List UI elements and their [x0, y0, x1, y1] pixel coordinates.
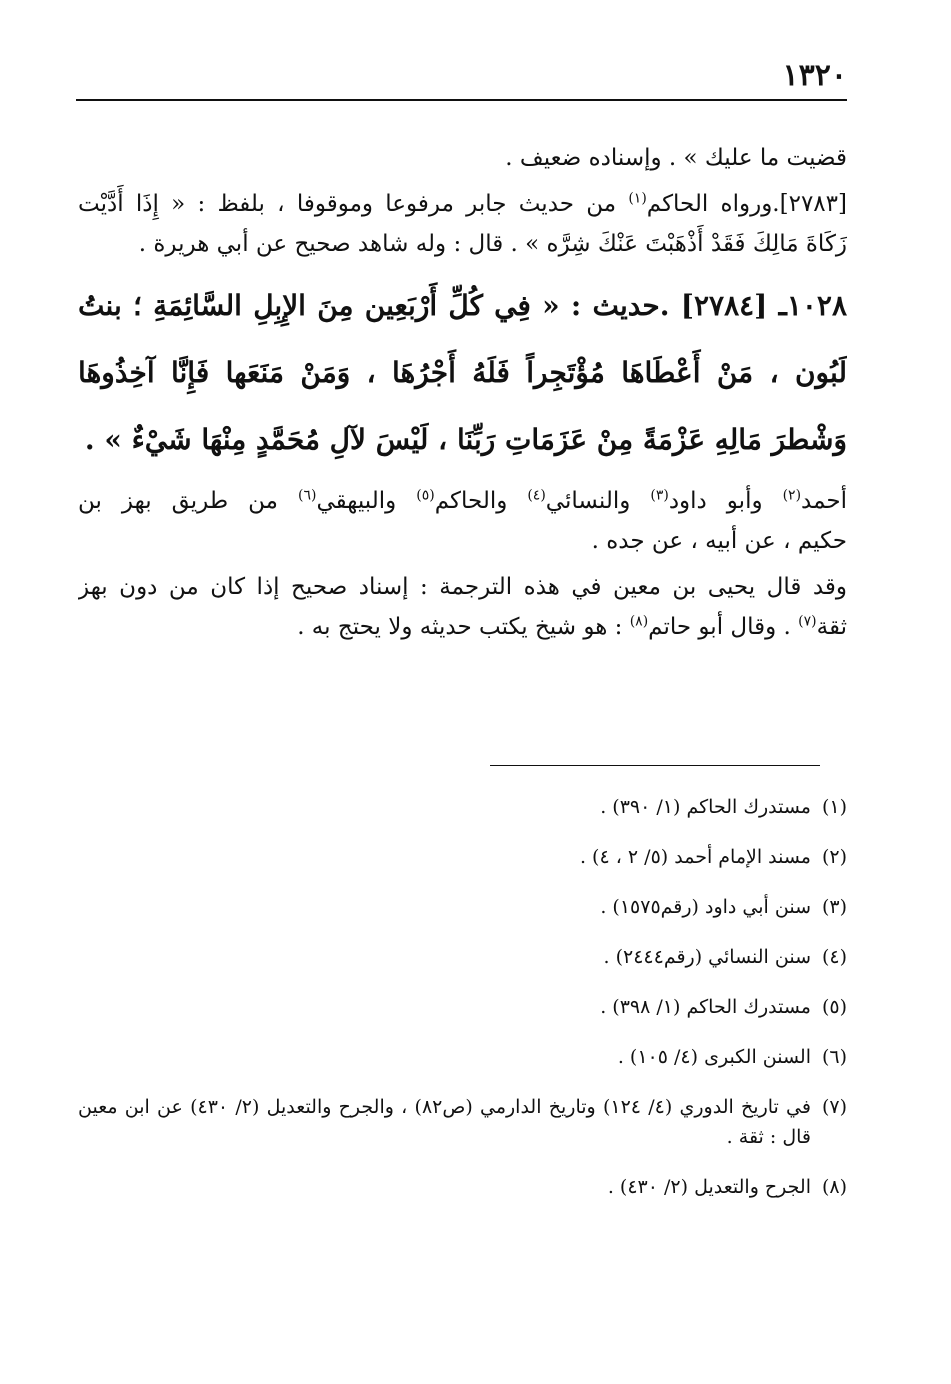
- hadith-line: وَشْطرَ مَالِهِ عَزْمَةً مِنْ عَزَمَاتِ رَبِّنَا ، لَيْسَ لآلِ مُحَمَّدٍ مِنْهَا شَيْءٌ » .: [84, 423, 847, 456]
- footnote-item: [78, 1092, 847, 1152]
- text-segment: والبيهقي: [316, 488, 417, 514]
- footnote-text: في تاريخ الدوري (٤/ ١٢٤) وتاريخ الدارمي (ص٨٢) ، والجرح والتعديل (٢/ ٤٣٠) عن ابن معين قال : ثقة .: [78, 1096, 811, 1148]
- hadith-text: [78, 272, 847, 473]
- footnote-ref[interactable]: (١): [628, 190, 647, 207]
- text-line: وقد قال يحيى بن معين في هذه الترجمة : إسناد صحيح إذا كان من دون بهز: [78, 574, 847, 600]
- footnote-ref[interactable]: (٤): [527, 487, 546, 504]
- footnote-number: (٤): [821, 946, 847, 968]
- text-line: [78, 607, 847, 647]
- text-segment: من حديث جابر مرفوعا وموقوفا ، بلفظ : « إِذَا أَدَّيْت: [78, 191, 629, 217]
- text-segment: وأبو داود: [668, 488, 783, 514]
- text-segment: . وقال أبو حاتم: [648, 614, 799, 640]
- footnote-number: (٧): [821, 1096, 847, 1118]
- text-segment: : هو شيخ يكتب حديثه ولا يحتج به .: [297, 614, 630, 640]
- footnote-ref[interactable]: (٨): [629, 613, 649, 630]
- footnote-number: (٥): [821, 996, 847, 1018]
- text-segment: ثقة: [816, 614, 847, 640]
- footnote-item: [78, 792, 847, 822]
- footnote-text: مستدرك الحاكم (١/ ٣٩٠) .: [600, 796, 811, 818]
- text-line: قضيت ما عليك » . وإسناده ضعيف .: [505, 145, 847, 171]
- text-line: [78, 481, 847, 521]
- footnote-item: [78, 892, 847, 922]
- text-line: [78, 184, 847, 224]
- footnote-text: سنن أبي داود (رقم١٥٧٥) .: [600, 896, 811, 918]
- footnotes: [78, 792, 847, 1222]
- text-segment: والحاكم: [434, 488, 528, 514]
- text-line: زَكَاةَ مَالِكَ فَقَدْ أَذْهَبْتَ عَنْكَ شِرَّه » . قال : وله شاهد صحيح عن أبي هريرة .: [138, 231, 847, 257]
- text-segment: من طريق بهز بن: [78, 488, 298, 514]
- paragraph-3: [78, 481, 847, 561]
- footnote-ref[interactable]: (٦): [297, 487, 317, 504]
- footnote-ref[interactable]: (٣): [650, 487, 669, 504]
- footnote-text: سنن النسائي (رقم٢٤٤٤) .: [603, 946, 811, 968]
- page-number: ١٣٢٠: [782, 58, 847, 93]
- footnote-item: [78, 1042, 847, 1072]
- footnote-item: [78, 842, 847, 872]
- footnote-text: الجرح والتعديل (٢/ ٤٣٠) .: [607, 1176, 811, 1198]
- footnote-item: [78, 992, 847, 1022]
- footnote-text: مسند الإمام أحمد (٥/ ٢ ، ٤) .: [579, 846, 811, 868]
- header-rule: [76, 99, 847, 101]
- text-line: حكيم ، عن أبيه ، عن جده .: [591, 528, 847, 554]
- main-text: [78, 138, 847, 653]
- text-segment: أحمد: [801, 488, 847, 514]
- footnote-number: (١): [821, 796, 847, 818]
- footnote-number: (٨): [821, 1176, 847, 1198]
- paragraph-4: [78, 567, 847, 647]
- text-segment: والنسائي: [545, 488, 651, 514]
- footnote-item: [78, 1172, 847, 1202]
- footnote-ref[interactable]: (٧): [798, 613, 817, 630]
- footnote-text: مستدرك الحاكم (١/ ٣٩٨) .: [600, 996, 811, 1018]
- footnote-ref[interactable]: (٢): [782, 487, 802, 504]
- footnote-text: السنن الكبرى (٤/ ١٠٥) .: [617, 1046, 811, 1068]
- footnote-ref[interactable]: (٥): [416, 487, 435, 504]
- footnote-separator: [490, 765, 820, 766]
- paragraph-2: [78, 184, 847, 264]
- hadith-line: لَبُون ، مَنْ أَعْطَاهَا مُؤْتَجِراً فَلَهُ أَجْرُهَا ، وَمَنْ مَنَعَها فَإِنَّا آخِذُوهَا: [78, 356, 847, 389]
- footnote-number: (٦): [821, 1046, 847, 1068]
- footnote-number: (٣): [821, 896, 847, 918]
- footnote-number: (٢): [821, 846, 847, 868]
- hadith-line: ١٠٢٨ـ [٢٧٨٤] .حديث : « فِي كُلِّ أَرْبَعِين مِنَ الإِبِلِ السَّائِمَةِ ؛ بنتُ: [78, 289, 847, 322]
- footnote-item: [78, 942, 847, 972]
- paragraph-1: [78, 138, 847, 178]
- text-segment: [٢٧٨٣].ورواه الحاكم: [646, 191, 847, 217]
